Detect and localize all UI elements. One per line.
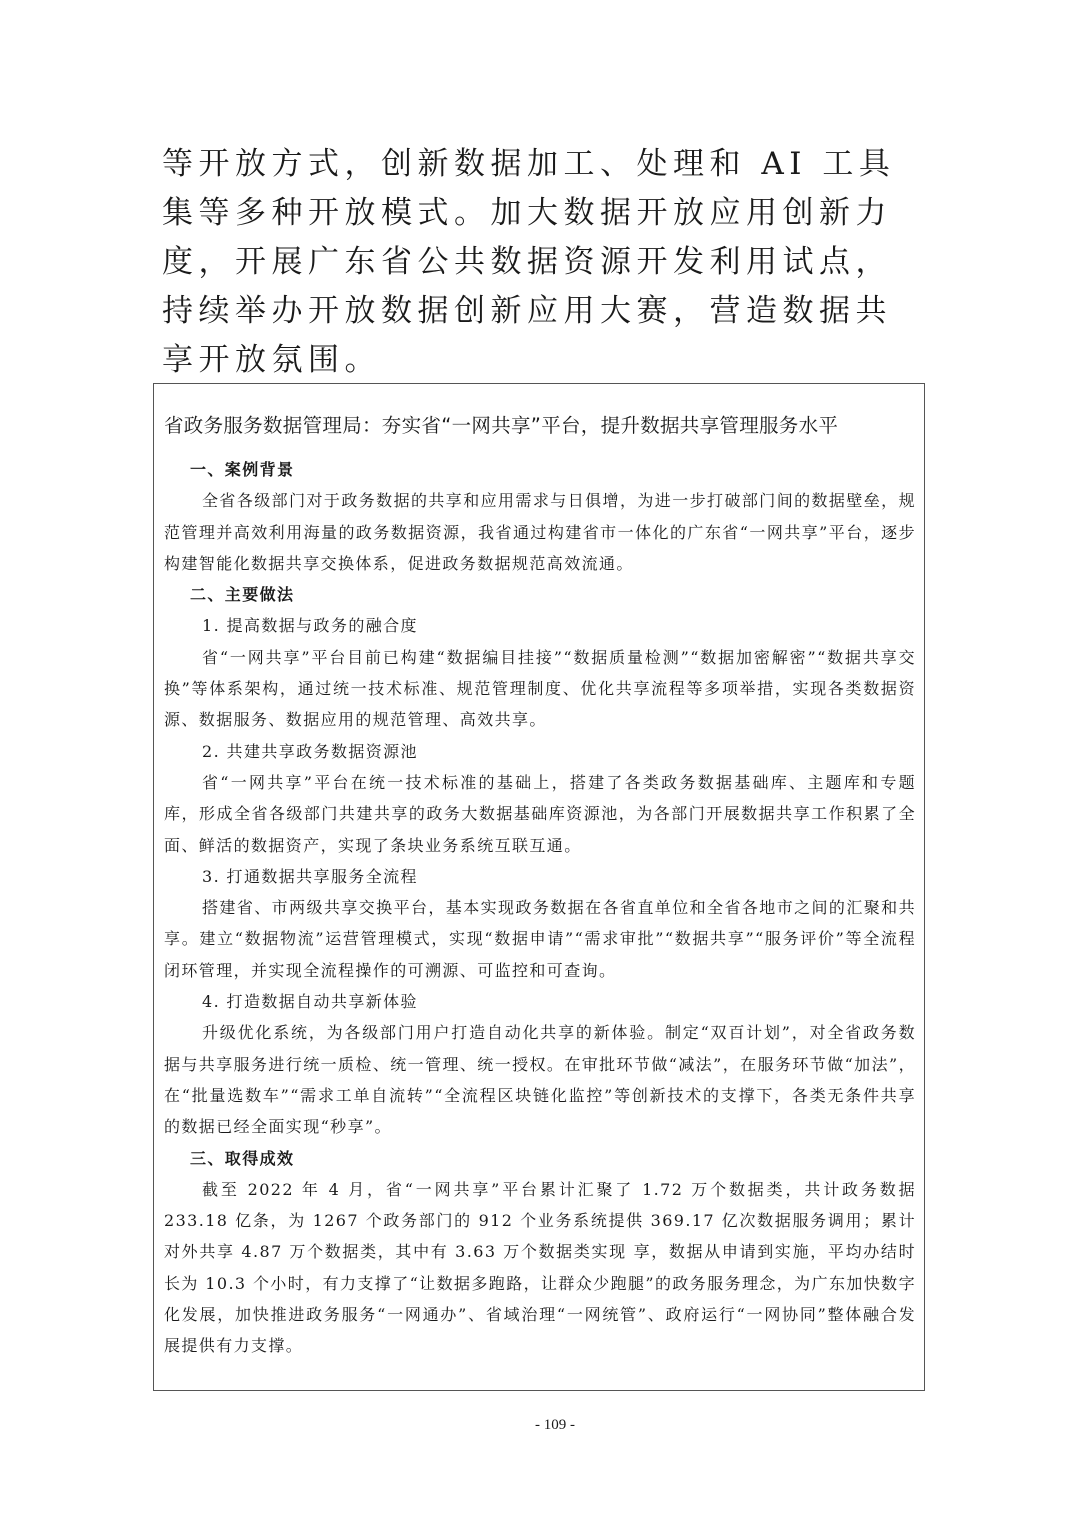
section-heading-background: 一、案例背景 [190, 460, 295, 479]
measure-text-1: 省“一网共享”平台目前已构建“数据编目挂接”“数据质量检测”“数据加密解密”“数据共享交换”等体系架构，通过统一技术标准、规范管理制度、优化共享流程等多项举措，实现各类数据资源、数据服务、数据应用的规范管理、高效共享。 [164, 647, 916, 730]
page-number: - 109 - [535, 1417, 575, 1433]
measure-title-2: 2. 共建共享政务数据资源池 [202, 741, 418, 761]
measure-text-3: 搭建省、市两级共享交换平台，基本实现政务数据在各省直单位和全省各地市之间的汇聚和共享。建立“数据物流”运营管理模式，实现“数据申请”“需求审批”“数据共享”“服务评价”等全流程闭环管理，并实现全流程操作的可溯源、可监控和可查询。 [164, 898, 916, 980]
measure-title-3: 3. 打通数据共享服务全流程 [202, 866, 418, 886]
measure-text-4: 升级优化系统，为各级部门用户打造自动化共享的新体验。制定“双百计划”，对全省政务数据与共享服务进行统一质检、统一管理、统一授权。在审批环节做“减法”，在服务环节做“加法”，在“批量选数车”“需求工单自流转”“全流程区块链化监控”等创新技术的支撑下，各类无条件共享的数据已经全面实现“秒享”。 [164, 1023, 916, 1137]
measure-title-4: 4. 打造数据自动共享新体验 [202, 992, 418, 1012]
section-text-results: 截至 2022 年 4 月，省“一网共享”平台累计汇聚了 1.72 万个数据类，共计政务数据 233.18 亿条，为 1267 个政务部门的 912 个业务系统提供 369.17 亿次数据服务调用；累计对外共享 4.87 万个数据类，其中有 3.63 万个数据类实现 享，数据从申请到实施，平均办结时长为 10.3 个小时，有力支撑了“让数据多跑路，让群众少跑腿”的政务服务理念，为广东加快数字化发展，加快推进政务服务“一网通办”、省域治理“一网统管”、政府运行“一网协同”整体融合发展提供有力支撑。 [164, 1179, 916, 1356]
section-heading-results: 三、取得成效 [190, 1148, 295, 1168]
intro-text: 等开放方式，创新数据加工、处理和 AI 工具集等多种开放模式。加大数据开放应用创新力度，开展广东省公共数据资源开发利用试点，持续举办开放数据创新应用大赛，营造数据共享开放氛围。 [162, 146, 896, 378]
section-heading-measures: 二、主要做法 [190, 585, 295, 605]
case-title: 省政务服务数据管理局：夯实省“一网共享”平台，提升数据共享管理服务水平 [164, 414, 839, 437]
section-text-background: 全省各级部门对于政务数据的共享和应用需求与日俱增，为进一步打破部门间的数据壁垒，规范管理并高效利用海量的政务数据资源，我省通过构建省市一体化的广东省“一网共享”平台，逐步构建智能化数据共享交换体系，促进政务数据规范高效流通。 [164, 491, 916, 573]
intro-paragraph [162, 140, 920, 385]
measure-text-2: 省“一网共享”平台在统一技术标准的基础上，搭建了各类政务数据基础库、主题库和专题库，形成全省各级部门共建共享的政务大数据基础库资源池，为各部门开展数据共享工作积累了全面、鲜活的数据资产，实现了条块业务系统互联互通。 [164, 772, 916, 855]
case-study-box [153, 383, 925, 1391]
case-body [164, 454, 916, 1362]
measure-title-1: 1. 提高数据与政务的融合度 [202, 616, 418, 636]
